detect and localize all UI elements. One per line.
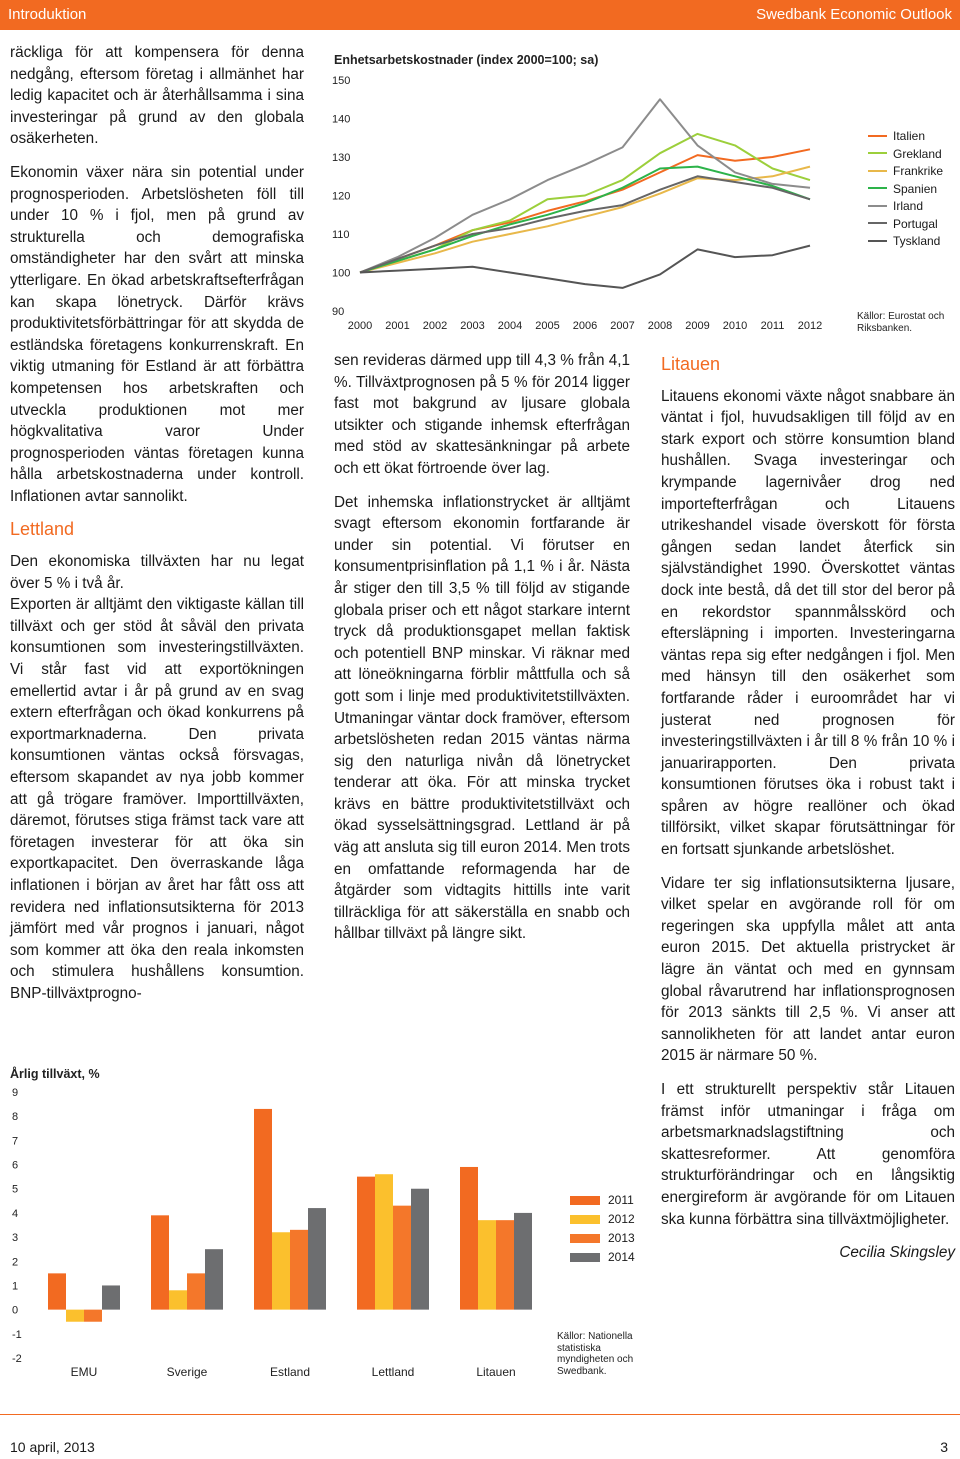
x-tick-label: 2006 — [572, 320, 598, 332]
column-2 — [334, 350, 630, 957]
bar-litauen-2011 — [460, 1167, 478, 1310]
section-heading-lettland: Lettland — [10, 519, 75, 540]
bar-emu-2013 — [84, 1310, 102, 1322]
bar-lettland-2011 — [357, 1177, 375, 1310]
legend-item-2013: 2013 — [570, 1229, 635, 1248]
page-number: 3 — [940, 1439, 948, 1455]
paragraph: sen revideras därmed upp till 4,3 % från 4,1 %. Tillväxtprognosen på 5 % för 2014 ligger fast mot bakgrund av ljusare globala utsikter och stigande inhemsk efterfrågan med stöd av skattesänkningar på arbete och ett ökat förtroende över lag. — [334, 352, 630, 477]
y-tick-label: 1 — [12, 1280, 19, 1293]
bar-estland-2013 — [290, 1230, 308, 1310]
series-line-irland — [360, 99, 810, 272]
bar-litauen-2014 — [514, 1213, 532, 1310]
bar-chart — [0, 1082, 545, 1382]
x-tick-label: 2000 — [347, 320, 373, 332]
x-tick-label: 2010 — [722, 320, 748, 332]
x-tick-label: 2002 — [422, 320, 448, 332]
footer-date: 10 april, 2013 — [10, 1439, 95, 1455]
bar-emu-2011 — [48, 1273, 66, 1309]
y-tick-label: 110 — [332, 229, 350, 241]
y-tick-label: 100 — [332, 267, 351, 280]
bar-chart-title: Årlig tillväxt, % — [10, 1067, 100, 1081]
publication-title: Swedbank Economic Outlook — [756, 6, 952, 23]
y-tick-label: 4 — [12, 1207, 19, 1220]
paragraph: Vidare ter sig inflationsutsikterna ljusare, vilket spelar en avgörande roll för om regeringen ska uppfylla målet att anta euron 2015. Det aktuella pristrycket är lägre än väntat och med en gynnsam global råvarutrend har inflationsprognosen för 2013 sänkts till 2,5 %. Vi anser att sannolikheten för att landet antar euron 2015 är närmare 50 %. — [661, 874, 955, 1065]
bar-emu-2014 — [102, 1285, 120, 1309]
bar-sverige-2014 — [205, 1249, 223, 1309]
paragraph: Ekonomin växer nära sin potential under prognosperioden. Arbetslösheten föll till under 10 % i fjol, men på grund av strukturella och demografiska omständigheter har den svårt att minska ytterligare. En ökad arbetskraftsefterfrågan kan skapa lönetryck. Därför krävs produktivitetsförbättringar för att skydda de estländska företagens konkurrenskraft. En viktig utmaning för Estland är att förbättra kompetensen hos arbetskraften och utveckla produktionen mot mer högkvalitativa varor Under prognosperioden väntas företagen kunna hålla arbetskostnaderna under kontroll. Inflationen avtar sannolikt. — [10, 163, 304, 505]
category-label: EMU — [70, 1365, 98, 1379]
y-tick-label: 8 — [12, 1111, 19, 1124]
y-tick-label: -1 — [12, 1328, 22, 1341]
bar-lettland-2012 — [375, 1174, 393, 1309]
bar-estland-2012 — [272, 1232, 290, 1309]
bar-sverige-2012 — [169, 1290, 187, 1309]
series-line-portugal — [360, 176, 810, 272]
x-tick-label: 2011 — [760, 320, 785, 332]
x-tick-label: 2008 — [647, 320, 673, 332]
y-tick-label: 7 — [12, 1135, 19, 1148]
bar-chart-source: Källor: Nationella statistiska myndigheten och Swedbank. — [557, 1331, 634, 1377]
bar-lettland-2014 — [411, 1189, 429, 1310]
paragraph: räckliga för att kompensera för denna nedgång, eftersom företag i allmänhet har ledig kapacitet och är återhållsamma i sina investeringar på grund av den globala osäkerheten. — [10, 44, 304, 148]
legend-item-tyskland: Tyskland — [868, 233, 943, 251]
y-tick-label: 0 — [12, 1304, 19, 1317]
bar-lettland-2013 — [393, 1206, 411, 1310]
bar-estland-2014 — [308, 1208, 326, 1310]
y-tick-label: 5 — [12, 1183, 19, 1196]
line-chart-title: Enhetsarbetskostnader (index 2000=100; sa) — [334, 53, 599, 67]
legend-item-portugal: Portugal — [868, 216, 943, 234]
y-tick-label: 9 — [12, 1087, 19, 1099]
paragraph: Det inhemska inflationstrycket är alltjämt svagt eftersom ekonomin fortfarande är under sin potential. Vi förutser en konsumentprisinflation på 1,1 % i år. Nästa år stiger den till 3,5 % till följd av stigande globala priser och ett något starkare internt tryck då produktionsgapet mellan faktisk och potentiell BNP minskar. Vi räknar med att löneökningarna förblir måttfulla och så gott som i linje med produktivitetstillväxten. Utmaningar väntar dock framöver, eftersom arbetslösheten redan 2015 väntas närma sig den naturliga nivån då lönetrycket tenderar att öka. För att minska trycket krävs en bättre produktivitetstillväxt och ökad sysselsättningsgrad. Lettland är på väg att ansluta sig till euron 2014. Men trots en omfattande reformagenda har de åtgärder som vidtagits hittills inte varit tillräckliga för att säkerställa en snabb och hållbar tillväxt på längre sikt. — [334, 493, 630, 943]
x-tick-label: 2004 — [497, 320, 523, 332]
legend-item-italien: Italien — [868, 128, 943, 146]
paragraph: Litauens ekonomi växte något snabbare än väntat i fjol, huvudsakligen till följd av en stark export och större konsumtion bland hushållen. Svaga investeringar och krympande lagernivåer drog ned importefterfrågan och Litauens utrikeshandel visade överskott för första gången sedan landet återfick sin självständighet 1990. Överskottet väntas dock inte bestå, då det till stor del beror på en rekordstor spannmålsskörd och eftersläpning i importen. Investeringarna väntas repa sig efter nedgången i fjol. Men med hänsyn till den osäkerhet som fortfarande råder i euroområdet har vi justerat ned prognosen för investeringstillväxten i år till 8 % från 10 % i januarirapporten. Den privata konsumtionen förutses öka i robust takt i spåren av högre reallöner och ökad tillförsikt, vilket skapar förutsättningar för en fortsatt sjunkande arbetslöshet. — [661, 387, 955, 859]
section-heading-litauen: Litauen — [661, 354, 721, 374]
legend-item-irland: Irland — [868, 198, 943, 216]
header-bar — [0, 0, 960, 30]
legend-item-spanien: Spanien — [868, 181, 943, 199]
category-label: Estland — [269, 1365, 311, 1379]
category-label: Lettland — [371, 1365, 415, 1379]
line-chart-source: Källor: Eurostat och Riksbanken. — [857, 311, 945, 334]
x-tick-label: 2005 — [535, 320, 560, 332]
x-tick-label: 2009 — [685, 320, 710, 332]
y-tick-label: 120 — [332, 190, 351, 203]
column-3 — [661, 352, 955, 1276]
y-tick-label: 2 — [12, 1256, 19, 1269]
legend-item-2012: 2012 — [570, 1210, 635, 1229]
y-tick-label: 150 — [332, 75, 351, 87]
legend-item-grekland: Grekland — [868, 146, 943, 164]
x-tick-label: 2003 — [460, 320, 485, 332]
legend-item-frankrike: Frankrike — [868, 163, 943, 181]
y-tick-label: -2 — [12, 1353, 22, 1365]
x-tick-label: 2001 — [385, 320, 410, 332]
bar-litauen-2013 — [496, 1220, 514, 1309]
paragraph: Exporten är alltjämt den viktigaste källan till tillväxt och ger stöd åt såväl den privata konsumtionen som investeringstillväxten. Vi står fast vid att exportökningen emellertid avtar i år på grund av en svag extern efterfrågan och ökad konkurrens på exportmarknaderna. Den privata konsumtionen väntas också försvagas, eftersom skapandet av nya jobb kommer att gå trögare framöver. Importtillväxten, däremot, förutses stiga främst tack vare att företagen investerar för att öka sin exportkapacitet. Den överraskande låga inflationen i början av året har fått oss att revidera ned inflationsutsikterna för 2013 jämfört med vår prognos i januari, något som kommer att öka den reala inkomsten och stimulera hushållens konsumtion. BNP-tillväxtprogno- — [10, 596, 304, 1002]
bar-sverige-2013 — [187, 1273, 205, 1309]
y-tick-label: 3 — [12, 1232, 19, 1245]
author-signature: Cecilia Skingsley — [839, 1244, 955, 1262]
y-tick-label: 90 — [332, 306, 345, 318]
y-tick-label: 130 — [332, 152, 351, 164]
line-chart-legend — [868, 128, 943, 251]
legend-item-2011: 2011 — [570, 1191, 635, 1210]
bar-sverige-2011 — [151, 1215, 169, 1309]
column-1 — [10, 42, 304, 1017]
category-label: Litauen — [476, 1365, 516, 1379]
section-label: Introduktion — [8, 6, 87, 23]
line-chart — [320, 70, 850, 340]
footer — [0, 1414, 960, 1459]
bar-emu-2012 — [66, 1310, 84, 1322]
category-label: Sverige — [166, 1365, 208, 1379]
bar-estland-2011 — [254, 1109, 272, 1310]
bar-chart-legend — [570, 1191, 635, 1267]
x-tick-label: 2012 — [797, 320, 823, 332]
y-tick-label: 140 — [332, 113, 351, 126]
y-tick-label: 6 — [12, 1159, 19, 1172]
paragraph: I ett strukturellt perspektiv står Litauen främst inför utmaningar i fråga om arbetsmarknadslagstiftning och skattesreformer. Att genomföra strukturförändringar och en långsiktig energireform är avgörande för om Litauen ska kunna förbättra sina tillväxtmöjligheter. — [661, 1081, 955, 1228]
lead-paragraph: Den ekonomiska tillväxten har nu legat över 5 % i två år. — [10, 553, 304, 592]
bar-litauen-2012 — [478, 1220, 496, 1309]
x-tick-label: 2007 — [610, 320, 635, 332]
legend-item-2014: 2014 — [570, 1248, 635, 1267]
